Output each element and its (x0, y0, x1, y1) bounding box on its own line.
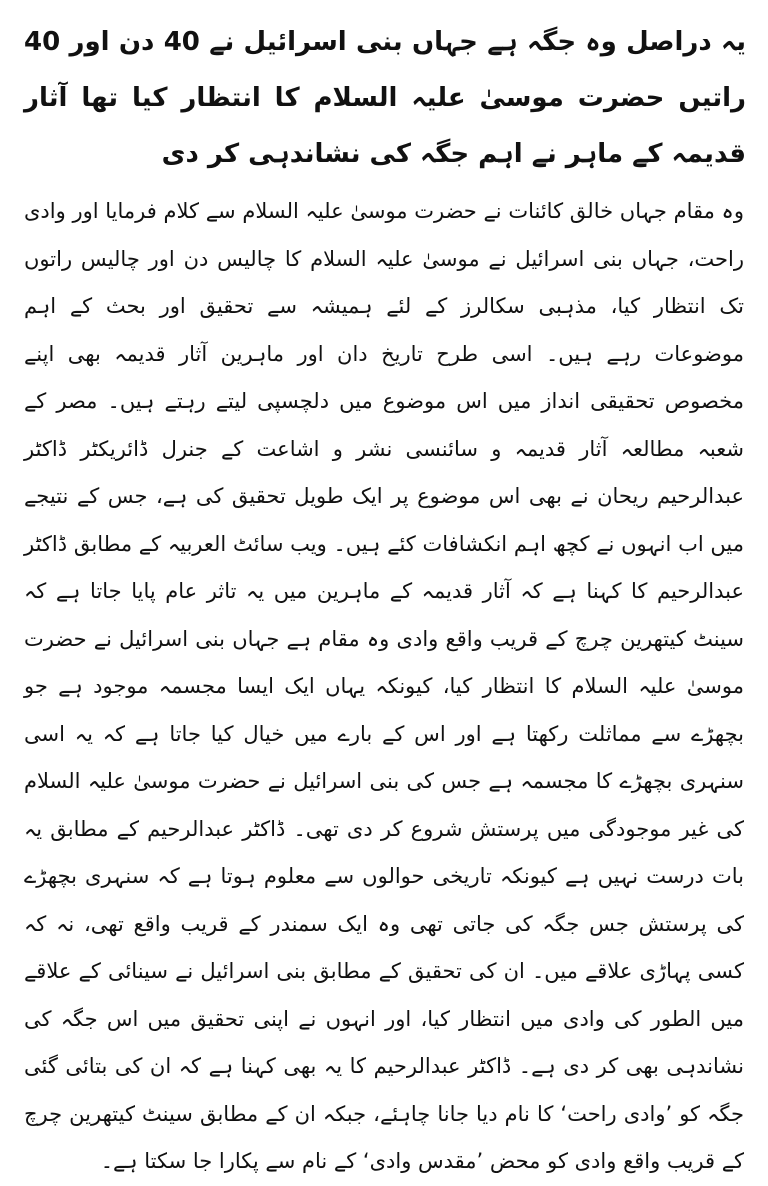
article-body: وہ مقام جہاں خالق کائنات نے حضرت موسیٰ علیہ السلام سے کلام فرمایا اور وادی راحت، جہاں بنی اسرائیل نے موسیٰ علیہ السلام کا چالیس دن اور چالیس راتوں تک انتظار کیا، مذہبی سکالرز کے لئے ہمیشہ سے تحقیق اور بحث کے اہم موضوعات رہے ہیں۔ اسی طرح تاریخ دان اور ماہرین آثار قدیمہ بھی اپنے مخصوص تحقیقی انداز میں اس موضوع میں دلچسپی لیتے رہتے ہیں۔ مصر کے شعبہ مطالعہ آثار قدیمہ و سائنسی نشر و اشاعت کے جنرل ڈائریکٹر ڈاکٹر عبدالرحیم ریحان نے بھی اس موضوع پر ایک طویل تحقیق کی ہے، جس کے نتیجے میں اب انہوں نے کچھ اہم انکشافات کئے ہیں۔ ویب سائٹ العربیہ کے مطابق ڈاکٹر عبدالرحیم کا کہنا ہے کہ آثار قدیمہ کے ماہرین میں یہ تاثر عام پایا جاتا ہے کہ سینٹ کیتھرین چرچ کے قریب واقع وادی وہ مقام ہے جہاں بنی اسرائیل نے حضرت موسیٰ علیہ السلام کا انتظار کیا، کیونکہ یہاں ایک ایسا مجسمہ موجود ہے جو بچھڑے سے مماثلت رکھتا ہے اور اس کے بارے میں خیال کیا جاتا ہے کہ یہ اسی سنہری بچھڑے کا مجسمہ ہے جس کی بنی اسرائیل نے حضرت موسیٰ علیہ السلام کی غیر موجودگی میں پرستش شروع کر دی تھی۔ ڈاکٹر عبدالرحیم کے مطابق یہ بات درست نہیں ہے کیونکہ تاریخی حوالوں سے معلوم ہوتا ہے کہ سنہری بچھڑے کی پرستش جس جگہ کی جاتی تھی وہ ایک سمندر کے قریب واقع تھی، نہ کہ کسی پہاڑی علاقے میں۔ ان کی تحقیق کے مطابق بنی اسرائیل نے سینائی کے علاقے میں الطور کی وادی میں انتظار کیا، اور انہوں نے اپنی تحقیق میں اس جگہ کی نشاندہی بھی کر دی ہے۔ ڈاکٹر عبدالرحیم کا یہ بھی کہنا ہے کہ ان کی بتائی گئی جگہ کو ’وادی راحت‘ کا نام دیا جانا چاہئے، جبکہ ان کے مطابق سینٹ کیتھرین چرچ کے قریب واقع وادی کو محض ’مقدس وادی‘ کے نام سے پکارا جا سکتا ہے۔ (24, 199, 744, 1173)
article-headline: یہ دراصل وہ جگہ ہے جہاں بنی اسرائیل نے 40 دن اور 40 راتیں حضرت موسیٰ علیہ السلام کا انتظار کیا تھا آثار قدیمہ کے ماہر نے اہم جگہ کی نشاندہی کر دی (24, 27, 747, 169)
